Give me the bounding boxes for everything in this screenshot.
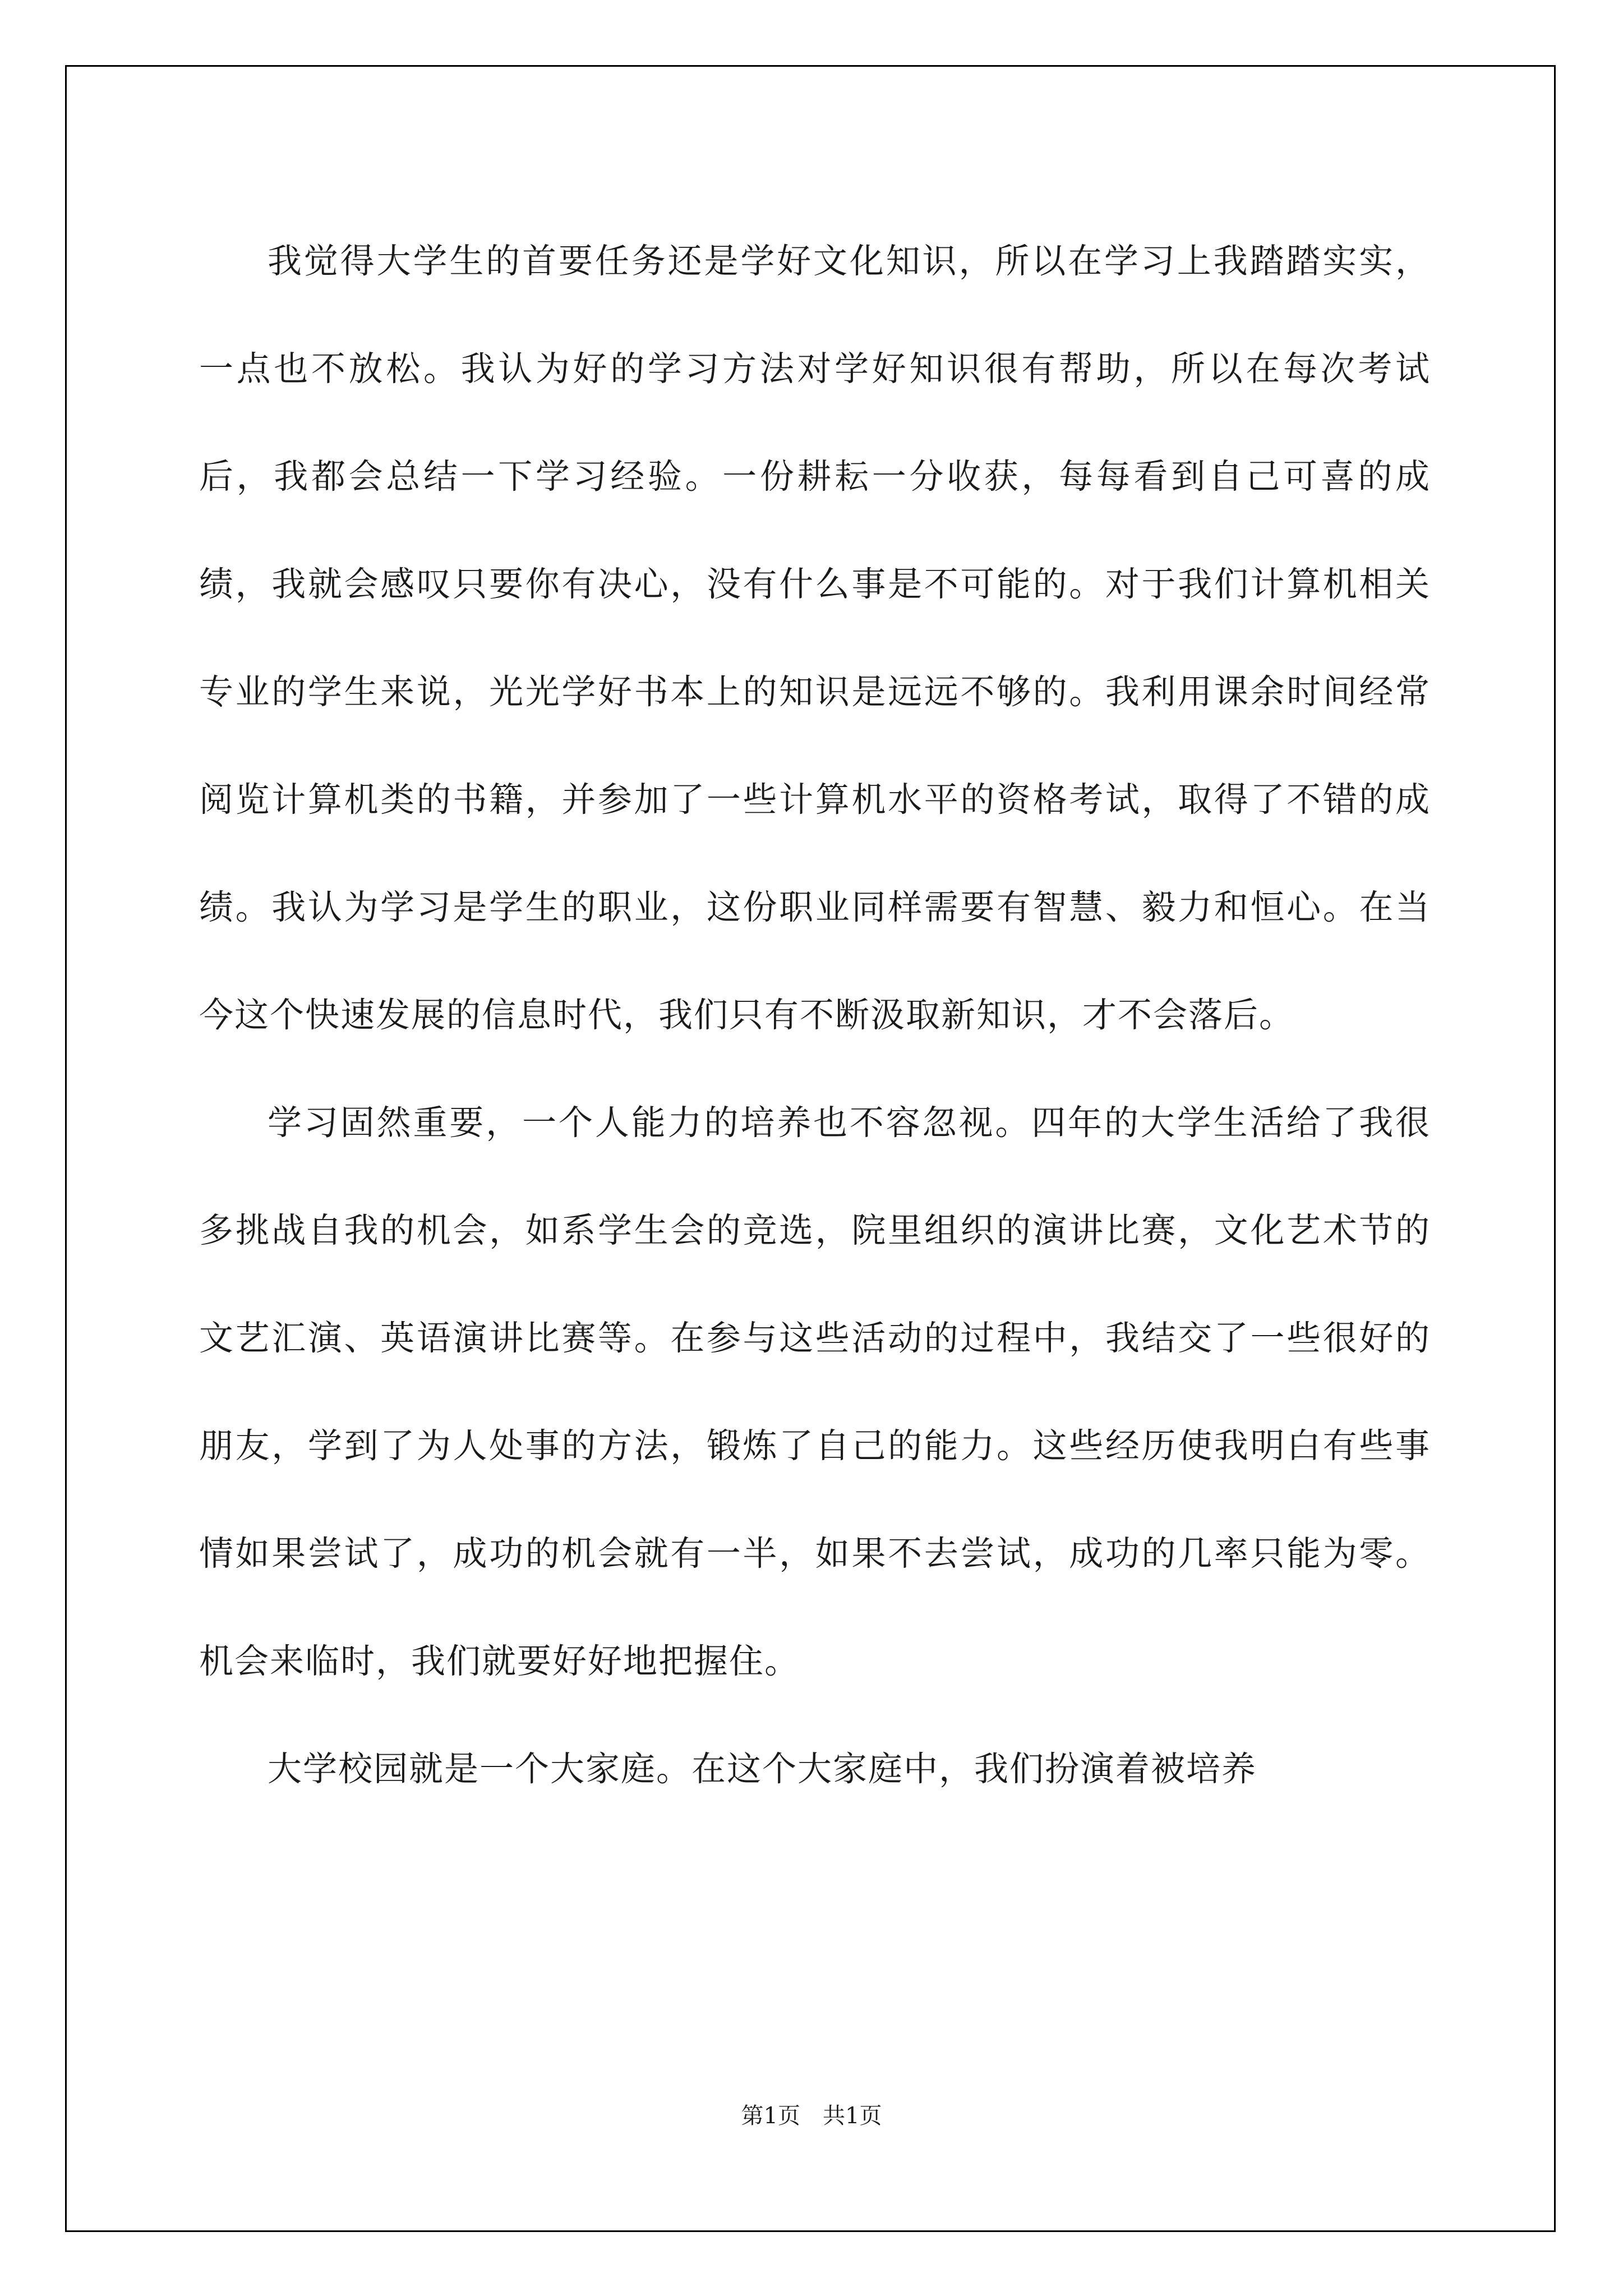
- document-body: [199, 208, 1431, 1823]
- paragraph-ability: 学习固然重要，一个人能力的培养也不容忽视。四年的大学生活给了我很多挑战自我的机会，如系学生会的竞选，院里组织的演讲比赛，文化艺术节的文艺汇演、英语演讲比赛等。在参与这些活动的过程中，我结交了一些很好的朋友，学到了为人处事的方法，锻炼了自己的能力。这些经历使我明白有些事情如果尝试了，成功的机会就有一半，如果不去尝试，成功的几率只能为零。机会来临时，我们就要好好地把握住。: [199, 1103, 1431, 1681]
- page-footer: [0, 2098, 1623, 2130]
- page-total: 共1页: [823, 2103, 882, 2129]
- paragraph-study: 我觉得大学生的首要任务还是学好文化知识，所以在学习上我踏踏实实，一点也不放松。我认为好的学习方法对学好知识很有帮助，所以在每次考试后，我都会总结一下学习经验。一份耕耘一分收获，每每看到自己可喜的成绩，我就会感叹只要你有决心，没有什么事是不可能的。对于我们计算机相关专业的学生来说，光光学好书本上的知识是远远不够的。我利用课余时间经常阅览计算机类的书籍，并参加了一些计算机水平的资格考试，取得了不错的成绩。我认为学习是学生的职业，这份职业同样需要有智慧、毅力和恒心。在当今这个快速发展的信息时代，我们只有不断汲取新知识，才不会落后。: [199, 241, 1431, 1035]
- page-number: 第1页: [741, 2103, 800, 2129]
- paragraph-campus: 大学校园就是一个大家庭。在这个大家庭中，我们扮演着被培养: [268, 1749, 1257, 1789]
